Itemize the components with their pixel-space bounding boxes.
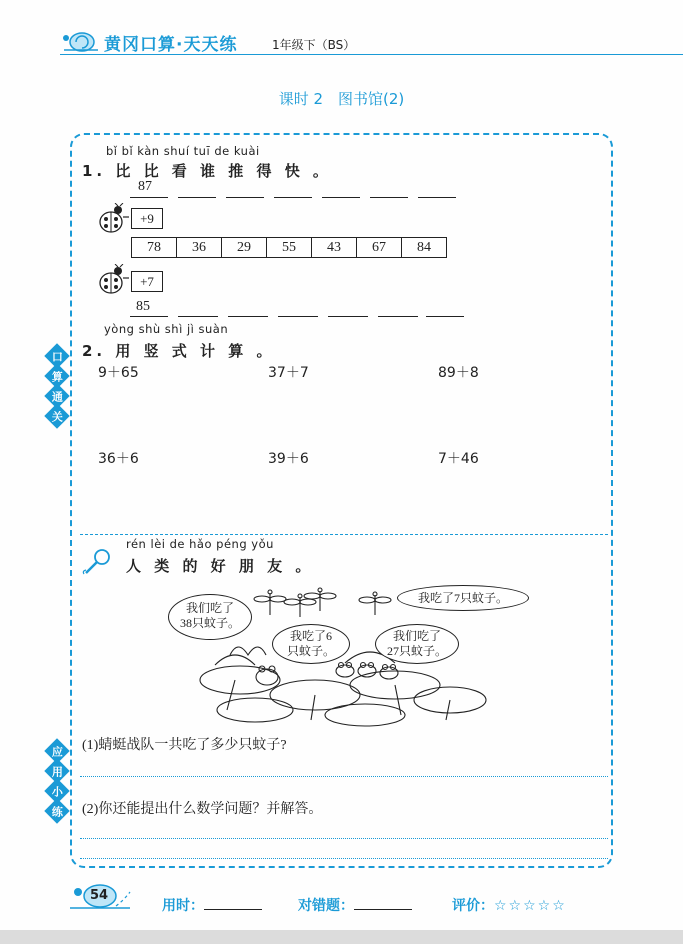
calc-problem: 39＋6 [268,451,309,467]
answer-blank[interactable] [130,197,168,198]
answer-line[interactable] [80,776,608,777]
answer-blank[interactable] [378,316,418,317]
ladybug-icon [96,264,130,296]
answer-blank[interactable] [370,197,408,198]
answer-blank[interactable] [328,316,368,317]
number-cell: 67 [357,238,402,258]
number-cell: 36 [177,238,222,258]
dragonfly-icon [284,594,316,617]
q1-title: 1. 比 比 看 谁 推 得 快 。 [82,162,332,180]
q3-pinyin: rén lèi de hǎo péng yǒu [126,537,274,551]
number-cell: 84 [402,238,447,258]
calc-problem: 36＋6 [98,451,139,467]
answer-blank[interactable] [418,197,456,198]
answer-blank[interactable] [274,197,312,198]
page-number: 54 [90,888,109,903]
q3-title: 人 类 的 好 朋 友 。 [126,557,315,575]
side-tab-yingyong [46,740,68,822]
header-rule [60,54,683,55]
calc-problem: 9＋65 [98,365,139,381]
frog-icon [336,663,354,678]
answer-blank[interactable] [226,197,264,198]
side-tab-char: 用 [44,758,69,783]
page-bottom-bar [0,930,683,944]
side-tab-char: 通 [44,383,69,408]
bottom-operator-box: +7 [131,271,163,292]
q2-pinyin: yòng shù shì jì suàn [104,322,229,336]
number-cell: 43 [312,238,357,258]
frog-icon [358,663,376,678]
q1-pinyin: bǐ bǐ kàn shuí tuī de kuài [106,144,260,158]
answer-blank[interactable] [178,197,216,198]
errors-blank[interactable] [354,897,412,910]
side-tab-char: 小 [44,778,69,803]
side-tab-char: 口 [44,343,69,368]
lesson-title: 课时 2 图书馆(2) [278,90,405,108]
side-tab-kousuan [46,345,68,427]
bottom-start-number: 85 [136,299,150,314]
time-blank[interactable] [204,897,262,910]
number-cell: 55 [267,238,312,258]
dragonfly-icon [254,590,286,615]
bottom-start-underline [130,316,168,317]
side-tab-char: 应 [44,738,69,763]
rating-stars-icon[interactable]: ☆☆☆☆☆ [494,898,567,914]
section-divider [80,534,608,535]
speech-bubble: 我吃了6 只蚊子。 [272,624,350,664]
grade-label: 1年级下（BS） [272,38,356,52]
answer-blank[interactable] [228,316,268,317]
calc-problem: 89＋8 [438,365,479,381]
number-table [131,237,447,258]
speech-bubble: 我吃了7只蚊子。 [397,585,529,611]
q2-title: 2. 用 竖 式 计 算 。 [82,342,276,360]
number-cell: 78 [132,238,177,258]
frog-icon [256,666,278,685]
answer-blank[interactable] [178,316,218,317]
side-tab-char: 练 [44,798,69,823]
top-start-number: 87 [138,179,152,194]
speech-bubble: 我们吃了 27只蚊子。 [375,624,459,664]
side-tab-char: 关 [44,403,69,428]
answer-line[interactable] [80,858,608,859]
subquestion-2: (2)你还能提出什么数学问题？并解答。 [82,802,323,817]
errors-label: 对错题： [298,895,412,915]
answer-blank[interactable] [278,316,318,317]
ladybug-icon [96,203,130,235]
snail-logo-icon [60,26,102,52]
answer-blank[interactable] [426,316,464,317]
time-label: 用时： [162,895,262,915]
calc-problem: 37＋7 [268,365,309,381]
brand-title: 黄冈口算·天天练 [104,35,238,55]
rating-label: 评价：☆☆☆☆☆ [452,898,567,914]
dragonfly-icon [359,592,391,615]
side-tab-char: 算 [44,363,69,388]
answer-line[interactable] [80,838,608,839]
magnifier-icon [80,546,114,578]
answer-blank[interactable] [322,197,360,198]
calc-problem: 7＋46 [438,451,479,467]
top-operator-box: +9 [131,208,163,229]
subquestion-1: (1)蜻蜓战队一共吃了多少只蚊子? [82,738,287,753]
number-cell: 29 [222,238,267,258]
speech-bubble: 我们吃了 38只蚊子。 [168,594,252,640]
